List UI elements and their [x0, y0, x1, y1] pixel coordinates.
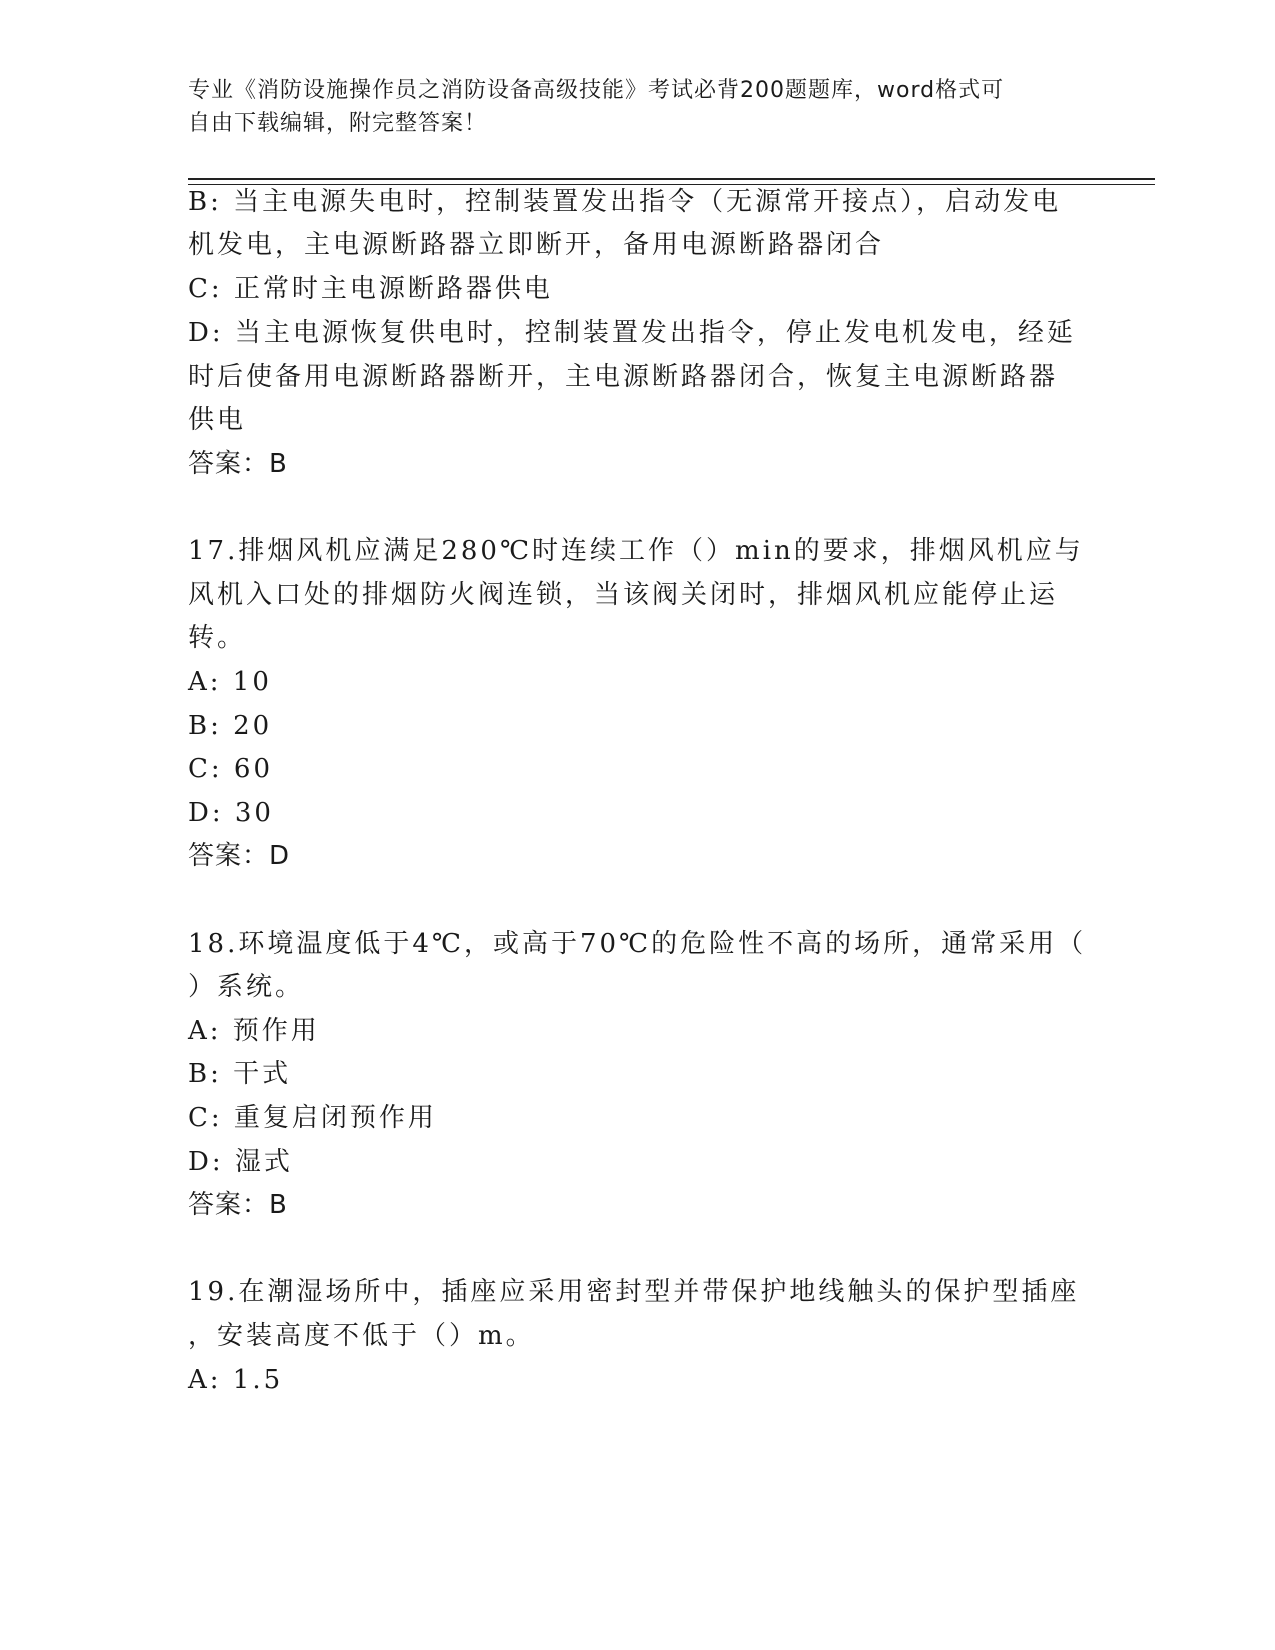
q18-option-b: B: 干式: [188, 1059, 292, 1089]
q17-option-a: A: 10: [188, 667, 272, 697]
prev-option-d-line-1: D: 当主电源恢复供电时，控制装置发出指令，停止发电机发电，经延: [188, 318, 1076, 348]
q19-stem-line-1: 19.在潮湿场所中，插座应采用密封型并带保护地线触头的保护型插座: [188, 1277, 1080, 1307]
q19-option-a: A: 1.5: [188, 1365, 284, 1395]
q18-answer: 答案：B: [188, 1190, 288, 1220]
prev-option-b-line-2: 机发电，主电源断路器立即断开，备用电源断路器闭合: [188, 230, 885, 260]
prev-option-d-line-2: 时后使备用电源断路器断开，主电源断路器闭合，恢复主电源断路器: [188, 362, 1059, 392]
q17-stem-line-1: 17.排烟风机应满足280℃时连续工作（）min的要求，排烟风机应与: [188, 536, 1084, 566]
prev-option-b-line-1: B: 当主电源失电时，控制装置发出指令（无源常开接点），启动发电: [188, 187, 1062, 217]
q17-option-d: D: 30: [188, 798, 274, 828]
q18-option-a: A: 预作用: [188, 1016, 320, 1046]
q17-stem-line-2: 风机入口处的排烟防火阀连锁，当该阀关闭时，排烟风机应能停止运: [188, 580, 1059, 610]
prev-option-c: C: 正常时主电源断路器供电: [188, 274, 553, 304]
q19-stem-line-2: ，安装高度不低于（）m。: [188, 1321, 535, 1351]
q18-stem-line-2: ）系统。: [188, 972, 305, 1002]
q17-stem-line-3: 转。: [188, 623, 247, 653]
header-line-2: 自由下载编辑，附完整答案！: [188, 111, 488, 136]
prev-option-d-line-3: 供电: [188, 405, 247, 435]
q18-stem-line-1: 18.环境温度低于4℃，或高于70℃的危险性不高的场所，通常采用（: [188, 929, 1087, 959]
q17-option-c: C: 60: [188, 754, 274, 784]
document-header: [188, 74, 1068, 140]
prev-answer: 答案：B: [188, 449, 288, 479]
q17-option-b: B: 20: [188, 711, 273, 741]
header-divider-thick: [188, 178, 1155, 180]
q18-option-d: D: 湿式: [188, 1147, 293, 1177]
header-line-1: 专业《消防设施操作员之消防设备高级技能》考试必背200题题库，word格式可: [188, 78, 1005, 103]
q18-option-c: C: 重复启闭预作用: [188, 1103, 437, 1133]
q17-answer: 答案：D: [188, 841, 291, 871]
